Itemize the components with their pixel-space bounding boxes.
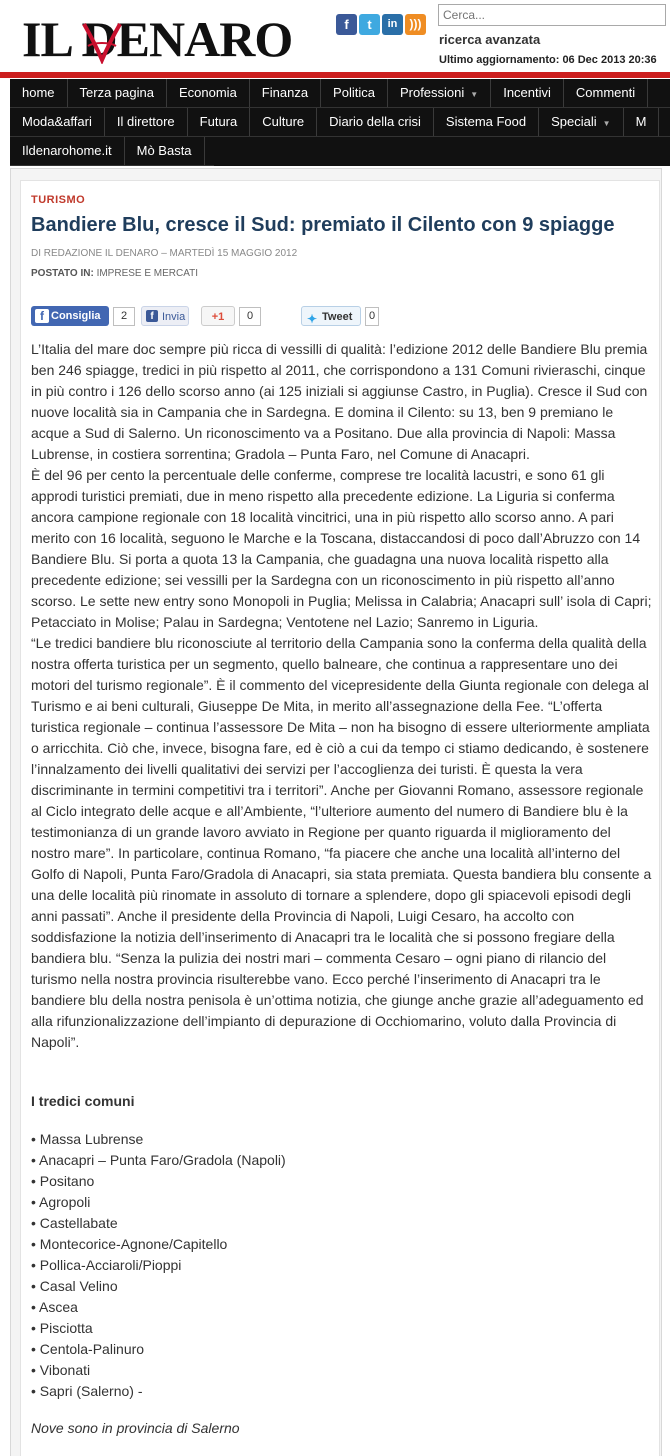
nav-item-culture[interactable]: Culture — [250, 108, 317, 136]
nav-item-futura[interactable]: Futura — [188, 108, 251, 136]
nav-item-terza-pagina[interactable]: Terza pagina — [68, 79, 167, 107]
nav-item-incentivi[interactable]: Incentivi — [491, 79, 564, 107]
list-item: • Pollica-Acciaroli/Pioppi — [31, 1257, 182, 1273]
google-plus-label: +1 — [211, 311, 225, 323]
posted-in — [31, 268, 198, 279]
list-item: • Anacapri – Punta Faro/Gradola (Napoli) — [31, 1152, 286, 1168]
twitter-bird-icon: ✦ — [307, 312, 318, 326]
facebook-send-label: Invia — [162, 311, 186, 323]
article-byline: DI REDAZIONE IL DENARO – MARTEDÌ 15 MAGGIO 2012 — [31, 248, 298, 259]
article-body — [31, 339, 653, 1053]
facebook-like-count: 2 — [113, 307, 135, 326]
list-item: • Casal Velino — [31, 1278, 118, 1294]
article-paragraph: “Le tredici bandiere blu riconosciute al territorio della Campania sono la conferma della qualità della nostra offerta turistica per un segmento, quello balneare, che continua a rappresentare uno dei motori del turismo regionale”. È il commento del vicepresidente della Giunta regionale con delega al Turismo e ai beni culturali, Giuseppe De Mita, in merito all’assegnazione della Fee. “L’offerta turistica regionale – continua l’assessore De Mita – non ha bisogno di essere ulteriormente ampliata o arricchita. Ciò che, invece, bisogna fare, ed è ciò a cui da tempo ci stiamo dedicando, è sostenere l’innalzamento dei livelli qualitativi dei servizi per l’accoglienza dei turisti. È questa la vera discriminante in termini competitivi tra i territori”. Anche per Giovanni Romano, assessore regionale al Ciclo integrato delle acque e all’Ambiente, “l’ulteriore aumento del numero di Bandiere blu è la testimonianza di un grande lavoro avviato in Regione per quanto riguarda il miglioramento del nostro mare”. In particolare, continua Romano, “fa piacere che anche una località all’interno del Golfo di Napoli, Punta Faro/Gradola di Anacapri, sia stata premiata. Questa bandiera blu consente a una delle località più rinomate in assoluto di tornare a splendere, dopo gli spiacevoli episodi degli anni passati”. Anche il presidente della Provincia di Napoli, Luigi Cesaro, ha accolto con soddisfazione la notizia dell’inserimento di Anacapri tra le località che si possono fregiare della bandiera blu. “Senza la pulizia dei nostri mari – commenta Cesaro – ogni piano di rilancio del turismo nella nostra provincia risulterebbe vano. Ecco perché l’inserimento di Anacapri tra le bandiere blu della nostra penisola è un’ottima notizia, che giunge anche grazie all’adeguamento ed alla rifunzionalizzazione dell’impianto di depurazione di Occhiomarino, voluto dalla Provincia di Napoli”. — [31, 635, 652, 1050]
list-item: • Massa Lubrense — [31, 1131, 144, 1147]
site-header — [0, 0, 670, 78]
nav-item-politica[interactable]: Politica — [321, 79, 388, 107]
list-item: • Sapri (Salerno) - — [31, 1383, 143, 1399]
nav-item-il-direttore[interactable]: Il direttore — [105, 108, 188, 136]
list-item: • Positano — [31, 1173, 95, 1189]
nav-item-speciali[interactable] — [539, 108, 623, 136]
nav-item-label: Professioni — [399, 85, 465, 100]
nav-item-mo-basta[interactable]: Mò Basta — [125, 137, 205, 165]
list-item: • Agropoli — [31, 1194, 91, 1210]
comuni-list — [31, 1129, 431, 1402]
nav-row-2 — [10, 108, 670, 137]
chevron-down-icon: ▼ — [470, 90, 479, 99]
nav-item-commenti[interactable]: Commenti — [564, 79, 648, 107]
facebook-icon: f — [35, 309, 49, 323]
nav-item-ildenarohome[interactable]: Ildenarohome.it — [10, 137, 125, 165]
last-update-text: Ultimo aggiornamento: 06 Dec 2013 20:36 — [439, 54, 657, 66]
nav-item-truncated[interactable]: M — [624, 108, 660, 136]
nav-item-finanza[interactable]: Finanza — [250, 79, 321, 107]
tweet-button[interactable] — [301, 306, 361, 326]
posted-in-label: POSTATO IN: — [31, 268, 94, 279]
tweet-label: Tweet — [322, 311, 353, 323]
facebook-like-button[interactable] — [31, 306, 109, 326]
twitter-icon[interactable]: t — [359, 14, 380, 35]
nav-row-3 — [10, 137, 214, 166]
list-item: • Ascea — [31, 1299, 78, 1315]
article-paragraph: È del 96 per cento la percentuale delle conferme, comprese tre località lacustri, e sono 61 gli approdi turistici premiati, due in meno rispetto alla precedente edizione. La Liguria si conferma ancora campione regionale con 18 località vincitrici, una in più rispetto allo scorso anno. A pari merito con 16 località, seguono le Marche e la Toscana, distaccandosi di poco dall’Abruzzo con 14 Bandiere Blu. Si porta a quota 13 la Campania, che guadagna una nuova località rispetto alla precedente edizione; sei vessilli per la Sardegna con un riconoscimento in più rispetto all’anno scorso. Le sette new entry sono Monopoli in Puglia; Melissa in Calabria; Anacapri sull’ isola di Capri; Petacciato in Molise; Palau in Sardegna; Ventotene nel Lazio; Sanremo in Liguria. — [31, 467, 652, 630]
logo-emblem-icon — [78, 16, 126, 64]
nav-item-sistema-food[interactable]: Sistema Food — [434, 108, 539, 136]
list-item: • Pisciotta — [31, 1320, 93, 1336]
main-navigation — [10, 79, 670, 166]
article-category[interactable]: TURISMO — [31, 194, 86, 206]
nav-item-label: Speciali — [551, 114, 597, 129]
facebook-like-label: Consiglia — [51, 310, 101, 322]
nav-item-professioni[interactable] — [388, 79, 491, 107]
posted-in-category[interactable]: IMPRESE E MERCATI — [96, 268, 199, 279]
facebook-send-button[interactable] — [141, 306, 189, 326]
google-plus-button[interactable] — [201, 306, 235, 326]
nav-item-home[interactable]: home — [10, 79, 68, 107]
rss-icon[interactable]: ))) — [405, 14, 426, 35]
facebook-icon[interactable]: f — [336, 14, 357, 35]
list-item: • Castellabate — [31, 1215, 118, 1231]
article-paragraph: L’Italia del mare doc sempre più ricca di vessilli di qualità: l’edizione 2012 delle Bandiere Blu premia ben 246 spiagge, tredici in più rispetto al 2011, che corrispondono a 131 Comuni rivieraschi, cinque in più contro i 126 dello scorso anno (ai 125 iniziali si aggiunse Castro, in Puglia). Cresce il Sud con nuove località sia in Campania che in Sardegna. E domina il Cilento: su 13, ben 9 premiano le acque a Sud di Salerno. Un riconoscimento va a Positano. Due alla provincia di Napoli: Massa Lubrense, in costiera sorrentina; Gradola – Punta Faro, nel Comune di Anacapri. — [31, 341, 648, 462]
article-title: Bandiere Blu, cresce il Sud: premiato il Cilento con 9 spiagge — [31, 214, 615, 236]
list-item: • Vibonati — [31, 1362, 91, 1378]
header-divider — [0, 72, 670, 78]
nav-item-diario-della-crisi[interactable]: Diario della crisi — [317, 108, 434, 136]
closing-note: Nove sono in provincia di Salerno — [31, 1420, 240, 1436]
list-item: • Montecorice-Agnone/Capitello — [31, 1236, 228, 1252]
linkedin-icon[interactable]: in — [382, 14, 403, 35]
nav-item-economia[interactable]: Economia — [167, 79, 250, 107]
tweet-count: 0 — [365, 307, 379, 326]
logo-text: IL DENARO — [22, 11, 293, 67]
list-item: • Centola-Palinuro — [31, 1341, 145, 1357]
site-logo[interactable] — [22, 10, 312, 68]
comuni-heading: I tredici comuni — [31, 1093, 135, 1109]
advanced-search-link[interactable]: ricerca avanzata — [439, 32, 541, 47]
social-links — [336, 14, 426, 35]
chevron-down-icon: ▼ — [602, 119, 611, 128]
nav-item-moda-affari[interactable]: Moda&affari — [10, 108, 105, 136]
share-bar — [31, 306, 431, 328]
google-plus-count: 0 — [239, 307, 261, 326]
nav-row-1 — [10, 79, 670, 108]
facebook-icon: f — [146, 310, 158, 322]
search-input[interactable] — [438, 4, 666, 26]
